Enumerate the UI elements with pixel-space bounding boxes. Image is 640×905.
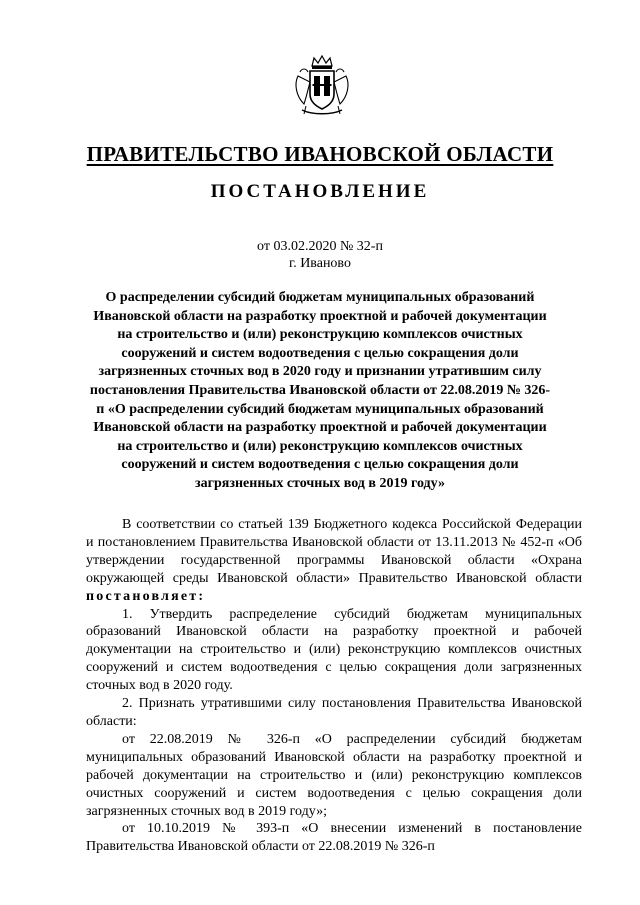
item-2a: от 22.08.2019 № 326-п «О распределении субсидий бюджетам муниципальных образований Ивановской области на разработку проектной и рабочей документации на строительство и (или) реконструкцию комплексов очистных сооружений и систем водоотведения с целью сокращения доли загрязненных сточных вод в 2019 году»;	[86, 731, 582, 819]
document-heading: О распределении субсидий бюджетам муниципальных образований Ивановской области на разработку проектной и рабочей документации на строительство и (или) реконструкцию комплексов очистных сооружений и систем водоотведения с целью сокращения доли загрязненных сточных вод в 2020 году и признании утратившим силу постановления Правительства Ивановской области от 22.08.2019 № 326-п «О распределении субсидий бюджетам муниципальных образований Ивановской области на разработку проектной и рабочей документации на строительство и (или) реконструкцию комплексов очистных сооружений и систем водоотведения с целью сокращения доли загрязненных сточных вод в 2019 году»	[89, 290, 551, 491]
document-body	[86, 516, 582, 856]
government-title: ПРАВИТЕЛЬСТВО ИВАНОВСКОЙ ОБЛАСТИ	[86, 142, 554, 166]
intro-paragraph	[86, 516, 582, 606]
item-2: 2. Признать утратившими силу постановления Правительства Ивановской области:	[86, 696, 582, 729]
intro-text: В соответствии со статьей 139 Бюджетного кодекса Российской Федерации и постановлением Правительства Ивановской области от 13.11.2013 № 452-п «Об утверждении государственной программы Ивановской области «Охрана окружающей среды Ивановской области» Правительство Ивановской области	[86, 517, 582, 586]
document-type: ПОСТАНОВЛЕНИЕ	[210, 181, 430, 202]
document-city: г. Иваново	[289, 256, 351, 271]
resolves-word: постановляет:	[86, 588, 206, 604]
item-1: 1. Утвердить распределение субсидий бюджетам муниципальных образований Ивановской области на разработку проектной и рабочей документации на строительство и (или) реконструкцию комплексов очистных сооружений и систем водоотведения с целью сокращения доли загрязненных сточных вод в 2020 году.	[86, 606, 582, 694]
item-2b: от 10.10.2019 № 393-п «О внесении изменений в постановление Правительства Ивановской области от 22.08.2019 № 326-п	[86, 821, 582, 855]
coat-of-arms-icon	[292, 54, 352, 118]
document-date-number: от 03.02.2020 № 32-п	[257, 239, 383, 254]
